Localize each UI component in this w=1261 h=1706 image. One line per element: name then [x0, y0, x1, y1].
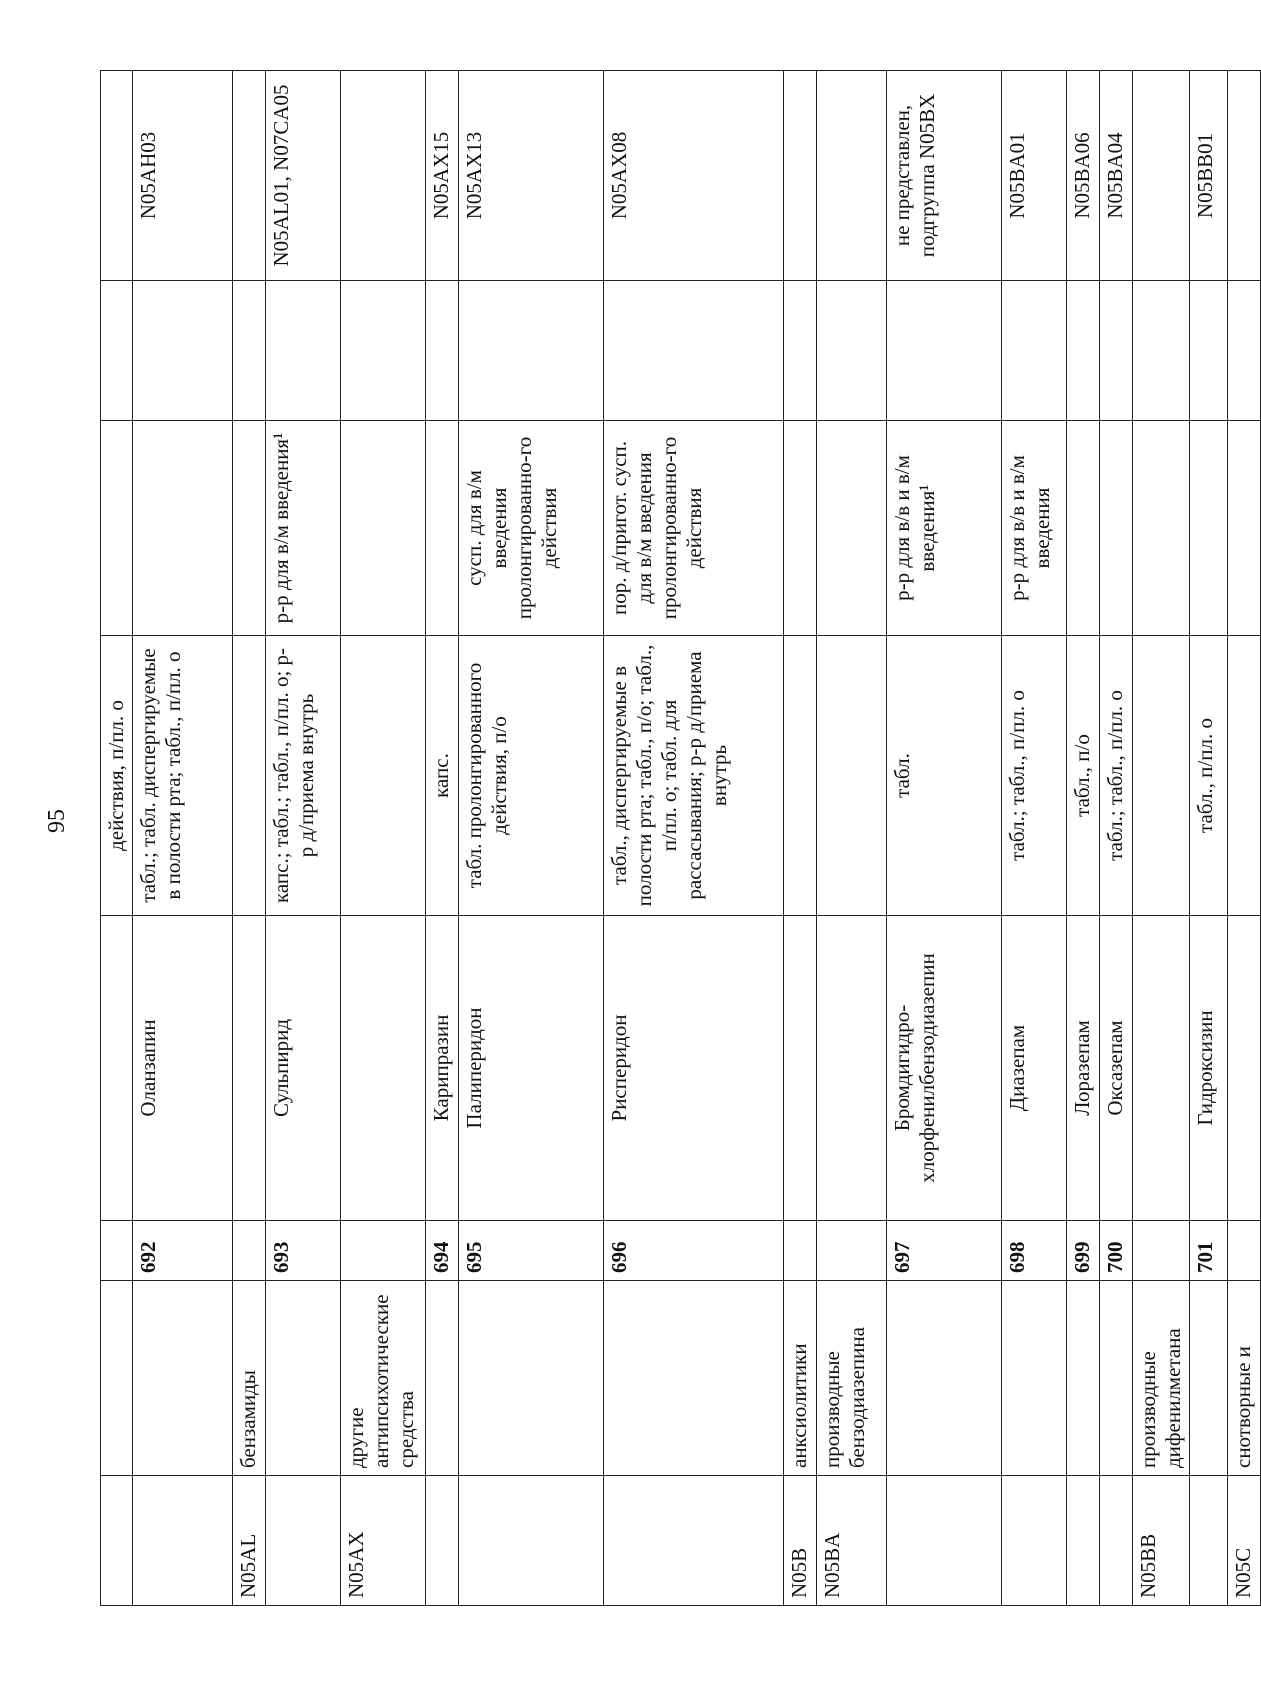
dosage-form: табл.; табл., п/пл. о: [1100, 636, 1133, 916]
atc-group-code: [1067, 1476, 1100, 1606]
table-row: [266, 71, 341, 1606]
atc-code: не представлен, подгруппа N05BX: [887, 71, 1002, 281]
dosage-form: [1133, 636, 1190, 916]
group-name: [459, 1281, 604, 1476]
atc-group-code: N05AL: [233, 1476, 266, 1606]
atc-code: [817, 71, 887, 281]
atc-group-code: [604, 1476, 784, 1606]
injection-form: р-р для в/в и в/м введения: [1002, 421, 1067, 636]
item-number: 700: [1100, 1221, 1133, 1281]
empty-cell: [459, 281, 604, 421]
atc-group-code: [426, 1476, 459, 1606]
drug-name: [1228, 916, 1261, 1221]
table-row: [1228, 71, 1261, 1606]
atc-code: [341, 71, 426, 281]
dosage-form: [1228, 636, 1261, 916]
item-number: 699: [1067, 1221, 1100, 1281]
dosage-form: капс.; табл.; табл., п/пл. о; р-р д/приема внутрь: [266, 636, 341, 916]
atc-group-code: [1100, 1476, 1133, 1606]
item-number: [1133, 1221, 1190, 1281]
item-number: [101, 1221, 133, 1281]
group-name: [101, 1281, 133, 1476]
injection-form: [1067, 421, 1100, 636]
dosage-form: [784, 636, 817, 916]
empty-cell: [887, 281, 1002, 421]
injection-form: [1228, 421, 1261, 636]
dosage-form: табл.; табл., п/пл. о: [1002, 636, 1067, 916]
atc-code: [1228, 71, 1261, 281]
item-number: 692: [133, 1221, 233, 1281]
empty-cell: [426, 281, 459, 421]
group-name: бензамиды: [233, 1281, 266, 1476]
atc-code: N05BB01: [1190, 71, 1228, 281]
group-name: [133, 1281, 233, 1476]
drug-name: [101, 916, 133, 1221]
table-row: [426, 71, 459, 1606]
atc-code: [233, 71, 266, 281]
table-row: [133, 71, 233, 1606]
injection-form: [1190, 421, 1228, 636]
empty-cell: [1002, 281, 1067, 421]
group-name: [1067, 1281, 1100, 1476]
item-number: [341, 1221, 426, 1281]
dosage-form: капс.: [426, 636, 459, 916]
drug-name: [817, 916, 887, 1221]
group-name: производные дифенилметана: [1133, 1281, 1190, 1476]
table-row: [1190, 71, 1228, 1606]
group-name: снотворные и: [1228, 1281, 1261, 1476]
drug-name: Карипразин: [426, 916, 459, 1221]
injection-form: [817, 421, 887, 636]
atc-code: N05AH03: [133, 71, 233, 281]
rotated-table-wrapper: [100, 71, 1255, 1606]
table-row: [459, 71, 604, 1606]
drug-name: Рисперидон: [604, 916, 784, 1221]
dosage-form: табл.: [887, 636, 1002, 916]
drug-name: Гидроксизин: [1190, 916, 1228, 1221]
empty-cell: [233, 281, 266, 421]
drug-name: [233, 916, 266, 1221]
empty-cell: [1190, 281, 1228, 421]
group-name: [1002, 1281, 1067, 1476]
item-number: [784, 1221, 817, 1281]
table-row: [101, 71, 133, 1606]
item-number: [1228, 1221, 1261, 1281]
dosage-form: табл. пролонгированного действия, п/о: [459, 636, 604, 916]
drug-name: Палиперидон: [459, 916, 604, 1221]
atc-code: N05AL01, N07CA05: [266, 71, 341, 281]
table-row: [1067, 71, 1100, 1606]
atc-group-code: N05AX: [341, 1476, 426, 1606]
dosage-form: [817, 636, 887, 916]
atc-code: [1133, 71, 1190, 281]
atc-group-code: [133, 1476, 233, 1606]
injection-form: [233, 421, 266, 636]
drug-name: [341, 916, 426, 1221]
dosage-form: табл.; табл. диспергируемые в полости рта; табл., п/пл. о: [133, 636, 233, 916]
empty-cell: [341, 281, 426, 421]
table-row: [1133, 71, 1190, 1606]
atc-group-code: N05BB: [1133, 1476, 1190, 1606]
table-row: [1100, 71, 1133, 1606]
drug-name: Лоразепам: [1067, 916, 1100, 1221]
dosage-form: [233, 636, 266, 916]
atc-code: N05AX15: [426, 71, 459, 281]
page-number: 95: [44, 809, 70, 833]
dosage-form: [341, 636, 426, 916]
injection-form: [1100, 421, 1133, 636]
group-name: [426, 1281, 459, 1476]
table-row: [1002, 71, 1067, 1606]
injection-form: [341, 421, 426, 636]
injection-form: [784, 421, 817, 636]
item-number: 698: [1002, 1221, 1067, 1281]
empty-cell: [101, 281, 133, 421]
atc-code: N05AX08: [604, 71, 784, 281]
dosage-form: табл., диспергируемые в полости рта; табл., п/о; табл., п/пл. о; табл. для рассасывания; р-р д/приема внутрь: [604, 636, 784, 916]
item-number: [233, 1221, 266, 1281]
item-number: [817, 1221, 887, 1281]
group-name: [1100, 1281, 1133, 1476]
dosage-form: действия, п/пл. о: [101, 636, 133, 916]
item-number: 695: [459, 1221, 604, 1281]
drug-name: Оксазепам: [1100, 916, 1133, 1221]
atc-group-code: N05C: [1228, 1476, 1261, 1606]
empty-cell: [604, 281, 784, 421]
group-name: [887, 1281, 1002, 1476]
table-row: [341, 71, 426, 1606]
empty-cell: [1133, 281, 1190, 421]
injection-form: [101, 421, 133, 636]
injection-form: [1133, 421, 1190, 636]
dosage-form: табл., п/о: [1067, 636, 1100, 916]
group-name: [604, 1281, 784, 1476]
empty-cell: [266, 281, 341, 421]
injection-form: пор. д/пригот. сусп. для в/м введения пролонгированно-го действия: [604, 421, 784, 636]
group-name: [1190, 1281, 1228, 1476]
atc-code: [784, 71, 817, 281]
group-name: анксиолитики: [784, 1281, 817, 1476]
table-row: [817, 71, 887, 1606]
table-row: [233, 71, 266, 1606]
atc-group-code: N05B: [784, 1476, 817, 1606]
atc-code: N05BA06: [1067, 71, 1100, 281]
atc-code: [101, 71, 133, 281]
drug-name: Диазепам: [1002, 916, 1067, 1221]
drug-name: [784, 916, 817, 1221]
injection-form: р-р для в/в и в/м введения¹: [887, 421, 1002, 636]
atc-group-code: [887, 1476, 1002, 1606]
drug-name: Бромдигидро-хлорфенилбензодиазепин: [887, 916, 1002, 1221]
drug-name: Сульпирид: [266, 916, 341, 1221]
item-number: 701: [1190, 1221, 1228, 1281]
table-row: [887, 71, 1002, 1606]
atc-group-code: N05BA: [817, 1476, 887, 1606]
empty-cell: [133, 281, 233, 421]
injection-form: [426, 421, 459, 636]
item-number: 696: [604, 1221, 784, 1281]
empty-cell: [817, 281, 887, 421]
dosage-form: табл., п/пл. о: [1190, 636, 1228, 916]
table-row: [784, 71, 817, 1606]
atc-code: N05AX13: [459, 71, 604, 281]
drug-name: [1133, 916, 1190, 1221]
empty-cell: [1067, 281, 1100, 421]
atc-group-code: [266, 1476, 341, 1606]
drug-table: [100, 70, 1261, 1606]
item-number: 694: [426, 1221, 459, 1281]
injection-form: сусп. для в/м введения пролонгированно-го действия: [459, 421, 604, 636]
atc-code: N05BA01: [1002, 71, 1067, 281]
item-number: 693: [266, 1221, 341, 1281]
group-name: производные бензодиазепина: [817, 1281, 887, 1476]
item-number: 697: [887, 1221, 1002, 1281]
atc-code: N05BA04: [1100, 71, 1133, 281]
empty-cell: [784, 281, 817, 421]
drug-name: Оланзапин: [133, 916, 233, 1221]
empty-cell: [1228, 281, 1261, 421]
atc-group-code: [101, 1476, 133, 1606]
table-row: [604, 71, 784, 1606]
group-name: [266, 1281, 341, 1476]
atc-group-code: [459, 1476, 604, 1606]
injection-form: р-р для в/м введения¹: [266, 421, 341, 636]
atc-group-code: [1190, 1476, 1228, 1606]
atc-group-code: [1002, 1476, 1067, 1606]
empty-cell: [1100, 281, 1133, 421]
injection-form: [133, 421, 233, 636]
group-name: другие антипсихотические средства: [341, 1281, 426, 1476]
